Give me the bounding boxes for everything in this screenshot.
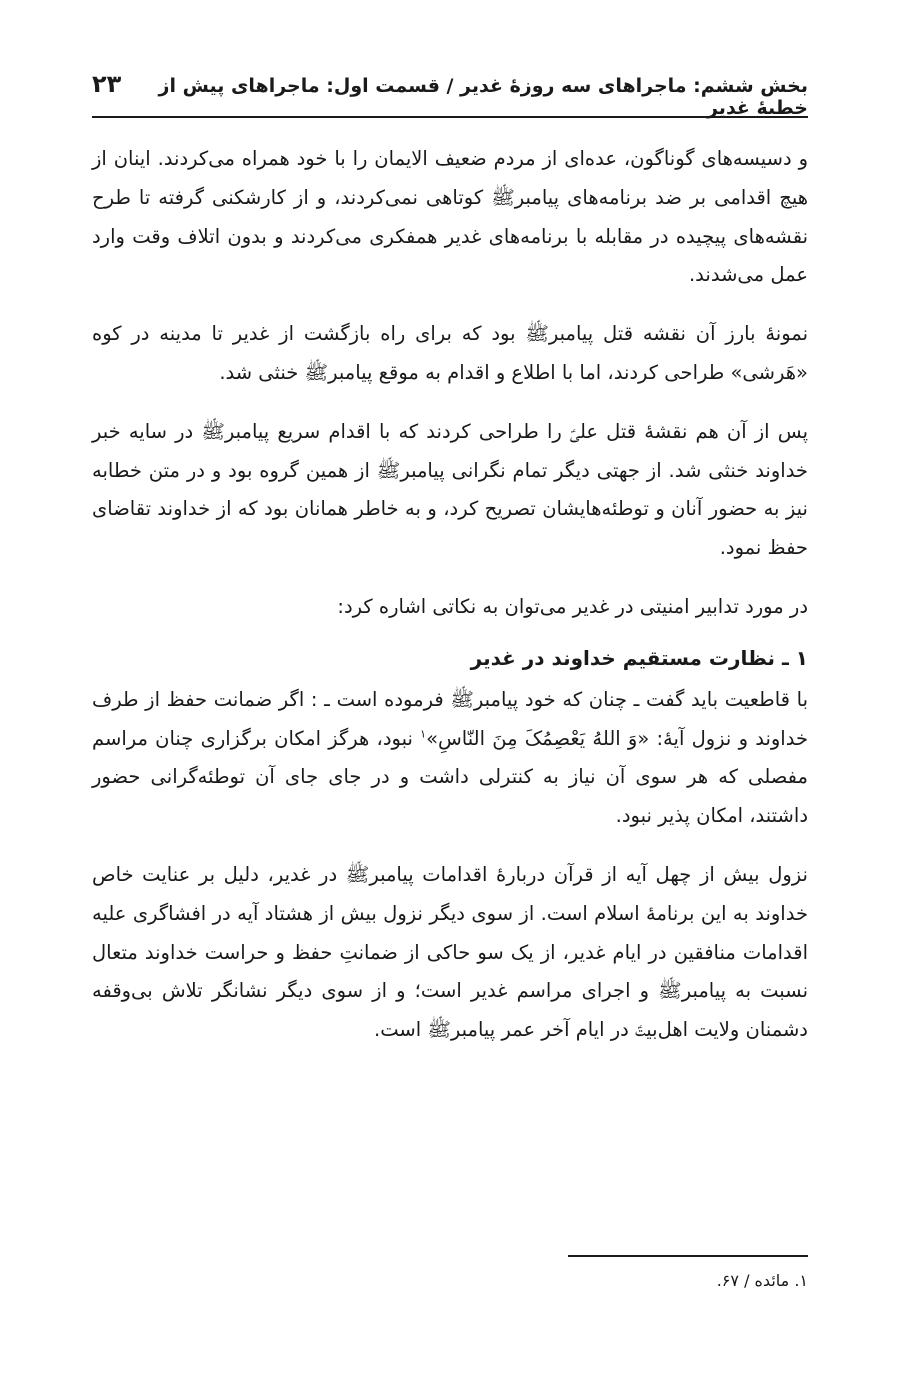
paragraph-2: نمونهٔ بارز آن نقشه قتل پیامبرﷺ بود که برای راه بازگشت از غدیر تا مدینه در کوه «هَرشی» طراحی کردند، اما با اطلاع و اقدام به موقع پیامبرﷺ خنثی شد. [92, 322, 808, 384]
section-heading: ۱ ـ نظارت مستقیم خداوند در غدیر [470, 645, 808, 670]
paragraph-1: و دسیسه‌های گوناگون، عده‌ای از مردم ضعیف الایمان را با خود همراه می‌کردند. اینان از هیچ اقدامی بر ضد برنامه‌های پیامبرﷺ کوتاهی نمی‌کردند، و از کارشکنی گرفته تا طرح نقشه‌های پیچیده در مقابله با برنامه‌های غدیر همفکری می‌کردند و بدون اتلاف وقت وارد عمل می‌شدند. [92, 147, 808, 287]
section-paragraph-1-end: نبود، هرگز امکان برگزاری چنان مراسم مفصلی که هر سوی آن نیاز به کنترلی داشت و در جای جای آن توطئه‌گرانی حضور داشتند، امکان پذیر نبود. [92, 726, 808, 828]
body-text [92, 140, 808, 1050]
footnote: ۱. مائده / ۶۷. [716, 1271, 808, 1290]
section-paragraph-1-start: با قاطعیت باید گفت ـ چنان که خود پیامبرﷺ فرموده است ـ : اگر ضمانت حفظ از طرف خداوند و نزول آیهٔ: «وَ اللهُ يَعْصِمُکَ مِنَ النّاسِ» [92, 687, 809, 750]
footnote-rule [568, 1255, 808, 1257]
section-paragraph-2: نزول بیش از چهل آیه از قرآن دربارهٔ اقدامات پیامبرﷺ در غدیر، دلیل بر عنایت خاص خداوند به این برنامهٔ اسلام است. از سوی دیگر نزول بیش از هشتاد آیه در افشاگری علیه اقدامات منافقین در ایام غدیر، از یک سو حاکی از ضمانتِ حفظ و حراست خداوند متعال نسبت به پیامبرﷺ و اجرای مراسم غدیر است؛ و از سوی دیگر نشانگر تلاش بی‌وقفه دشمنان ولایت اهل‌بیتؑ در ایام آخر عمر پیامبرﷺ است. [92, 862, 808, 1042]
header-rule [92, 116, 808, 118]
running-title: بخش ششم: ماجراهای سه روزهٔ غدیر / قسمت اول: ماجراهای پیش از خطبهٔ غدیر [158, 75, 808, 119]
page-number: ۲۳ [92, 70, 122, 98]
section-paragraph-1 [92, 681, 808, 836]
book-page [92, 0, 808, 1390]
paragraph-3: پس از آن هم نقشهٔ قتل علیؑ را طراحی کردند که با اقدام سریع پیامبرﷺ در سایه خبر خداوند خنثی شد. از جهتی دیگر تمام نگرانی پیامبرﷺ از همین گروه بود و در متن خطابه نیز به حضور آنان و توطئه‌هایشان تصریح کرد، و به خاطر همانان بود که از خداوند تقاضای حفظ نمود. [92, 419, 808, 560]
paragraph-4: در مورد تدابیر امنیتی در غدیر می‌توان به نکاتی اشاره کرد: [337, 594, 808, 618]
footnote-marker: ۱ [420, 727, 427, 741]
running-header [92, 70, 808, 119]
